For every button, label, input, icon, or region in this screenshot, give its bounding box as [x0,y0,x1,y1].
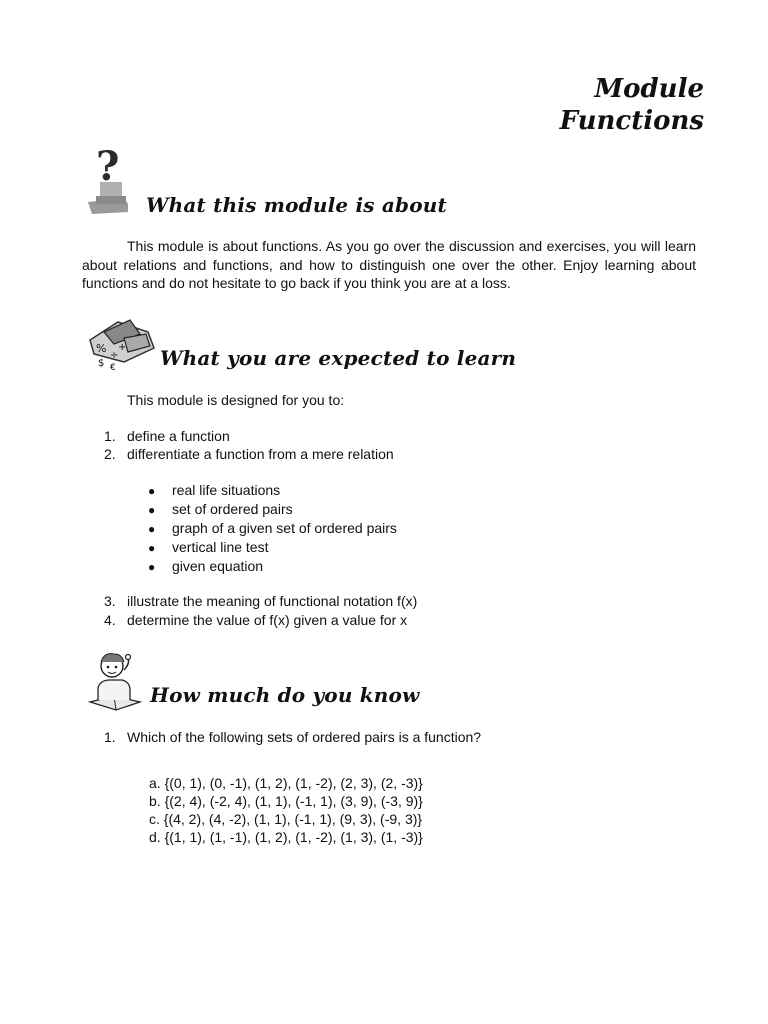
svg-text:$: $ [98,358,105,369]
list-item [104,593,417,609]
bullet-text: given equation [172,558,264,574]
list-number: 4. [104,612,116,628]
svg-text:%: % [96,342,107,355]
list-number: 3. [104,593,116,609]
bullet-item: ● graph of a given set of ordered pairs [148,520,397,536]
bullet-item: ● real life situations [148,482,281,498]
question-number: 1. [104,729,116,745]
list-text: differentiate a function from a mere relation [127,446,394,462]
list-number: 2. [104,446,116,462]
list-item [104,612,407,628]
list-item [104,428,230,444]
section-heading-expected: What you are expected to learn [160,346,517,370]
svg-text:€: € [110,363,116,373]
answer-choice-c: c. {(4, 2), (4, -2), (1, 1), (-1, 1), (9, 3), (-9, 3)} [149,811,423,827]
section-heading-about: What this module is about [146,193,447,217]
bullet-text: graph of a given set of ordered pairs [172,520,397,536]
question-text: Which of the following sets of ordered pairs is a function? [127,729,482,745]
question-item [104,729,481,745]
list-item [104,446,394,462]
list-number: 1. [104,428,116,444]
svg-text:+: + [118,342,127,353]
bullet-item: ● set of ordered pairs [148,501,293,517]
svg-text:?: ? [96,143,120,190]
list-text: define a function [127,428,230,444]
svg-text:÷: ÷ [110,350,119,361]
section-heading-know: How much do you know [150,683,420,707]
bullet-item: ● vertical line test [148,539,269,555]
student-reading-icon [84,648,146,712]
bullet-item: ● given equation [148,558,264,574]
module-title-line2: Functions [559,106,704,136]
bullet-text: vertical line test [172,539,269,555]
bullet-text: real life situations [172,482,281,498]
math-symbols-icon [84,314,160,374]
question-mark-icon [84,144,134,216]
about-paragraph: This module is about functions. As you go over the discussion and exercises, you will learn about relations and functions, and how to distinguish one over the other. Enjoy learning about functions and do not hesitate to go back if you think you are at a loss. [82,238,696,291]
module-title-line1: Module [594,74,704,104]
answer-choice-d: d. {(1, 1), (1, -1), (1, 2), (1, -2), (1, 3), (1, -3)} [149,829,423,845]
list-text: illustrate the meaning of functional notation f(x) [127,593,418,609]
answer-choice-a: a. {(0, 1), (0, -1), (1, 2), (1, -2), (2, 3), (2, -3)} [149,775,423,791]
list-text: determine the value of f(x) given a value for x [127,612,408,628]
expected-intro: This module is designed for you to: [127,392,345,408]
bullet-text: set of ordered pairs [172,501,293,517]
answer-choice-b: b. {(2, 4), (-2, 4), (1, 1), (-1, 1), (3, 9), (-3, 9)} [149,793,423,809]
